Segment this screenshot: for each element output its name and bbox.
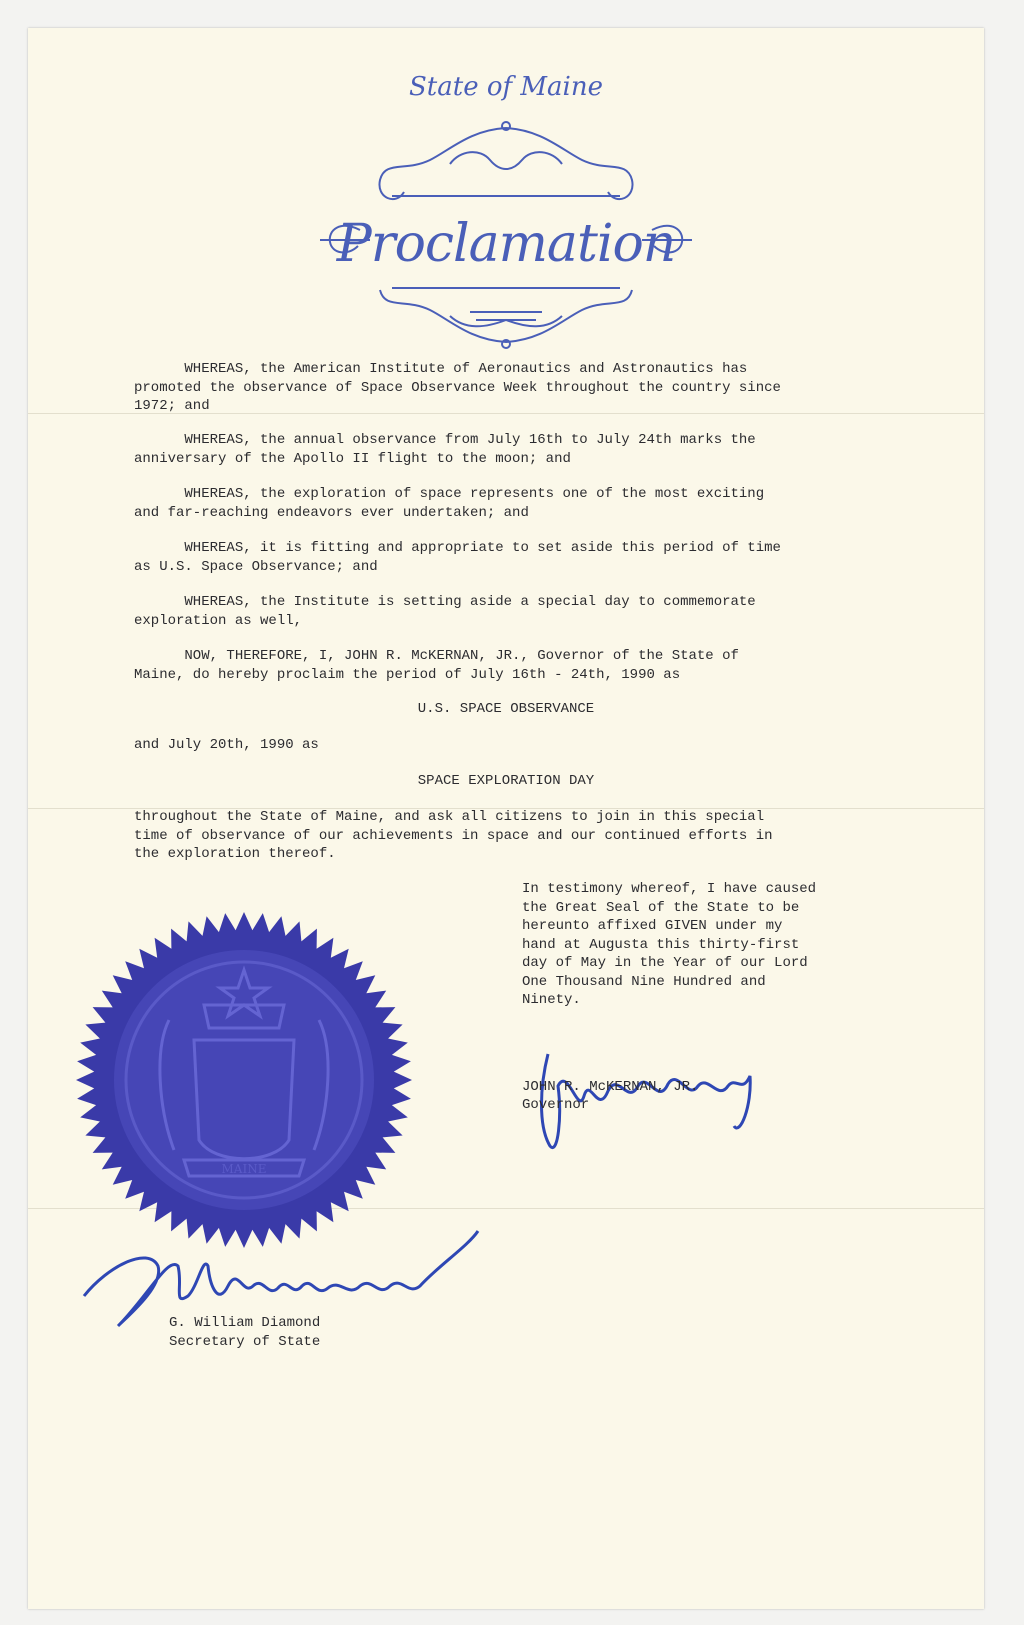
proclamation-crest: [300, 120, 712, 350]
great-seal: [74, 910, 414, 1250]
connector-line: and July 20th, 1990 as: [134, 737, 319, 753]
state-title: State of Maine: [409, 72, 603, 102]
seal-icon: [74, 910, 414, 1250]
exploration-day-title: SPACE EXPLORATION DAY: [417, 773, 595, 789]
whereas-paragraph: WHEREAS, it is fitting and appropriate to set aside this period of time as U.S. Space Observance; and: [134, 540, 781, 575]
secretary-name: G. William Diamond: [169, 1315, 321, 1331]
seal-lettering: MAINE: [221, 1162, 267, 1176]
observance-title: U.S. SPACE OBSERVANCE: [417, 701, 595, 717]
whereas-paragraph: WHEREAS, the annual observance from July 16th to July 24th marks the anniversary of the Apollo II flight to the moon; and: [134, 432, 756, 467]
whereas-paragraph: WHEREAS, the American Institute of Aeronautics and Astronautics has promoted the observance of Space Observance Week throughout the country since 1972; and: [134, 361, 781, 414]
testimony-block: In testimony whereof, I have caused the Great Seal of the State to be hereunto affixed GIVEN under my hand at Augusta this thirty-first day of May in the Year of our Lord One Thousand Nine Hundred and Ninety.: [522, 881, 817, 1008]
therefore-paragraph: NOW, THEREFORE, I, JOHN R. McKERNAN, JR., Governor of the State of Maine, do hereby proclaim the period of July 16th - 24th, 1990 as: [134, 648, 739, 683]
proclamation-page: [28, 28, 984, 1609]
governor-title: Governor: [522, 1097, 590, 1113]
whereas-paragraph: WHEREAS, the Institute is setting aside a special day to commemorate exploration as well,: [134, 594, 756, 629]
secretary-title: Secretary of State: [169, 1334, 321, 1350]
closing-paragraph: throughout the State of Maine, and ask all citizens to join in this special time of observance of our achievements in space and our continued efforts in the exploration thereof.: [134, 809, 773, 862]
governor-name: JOHN R. McKERNAN, JR.: [522, 1079, 699, 1095]
proclamation-heading: Proclamation: [336, 214, 676, 274]
whereas-paragraph: WHEREAS, the exploration of space represents one of the most exciting and far-reaching endeavors ever undertaken; and: [134, 486, 765, 521]
